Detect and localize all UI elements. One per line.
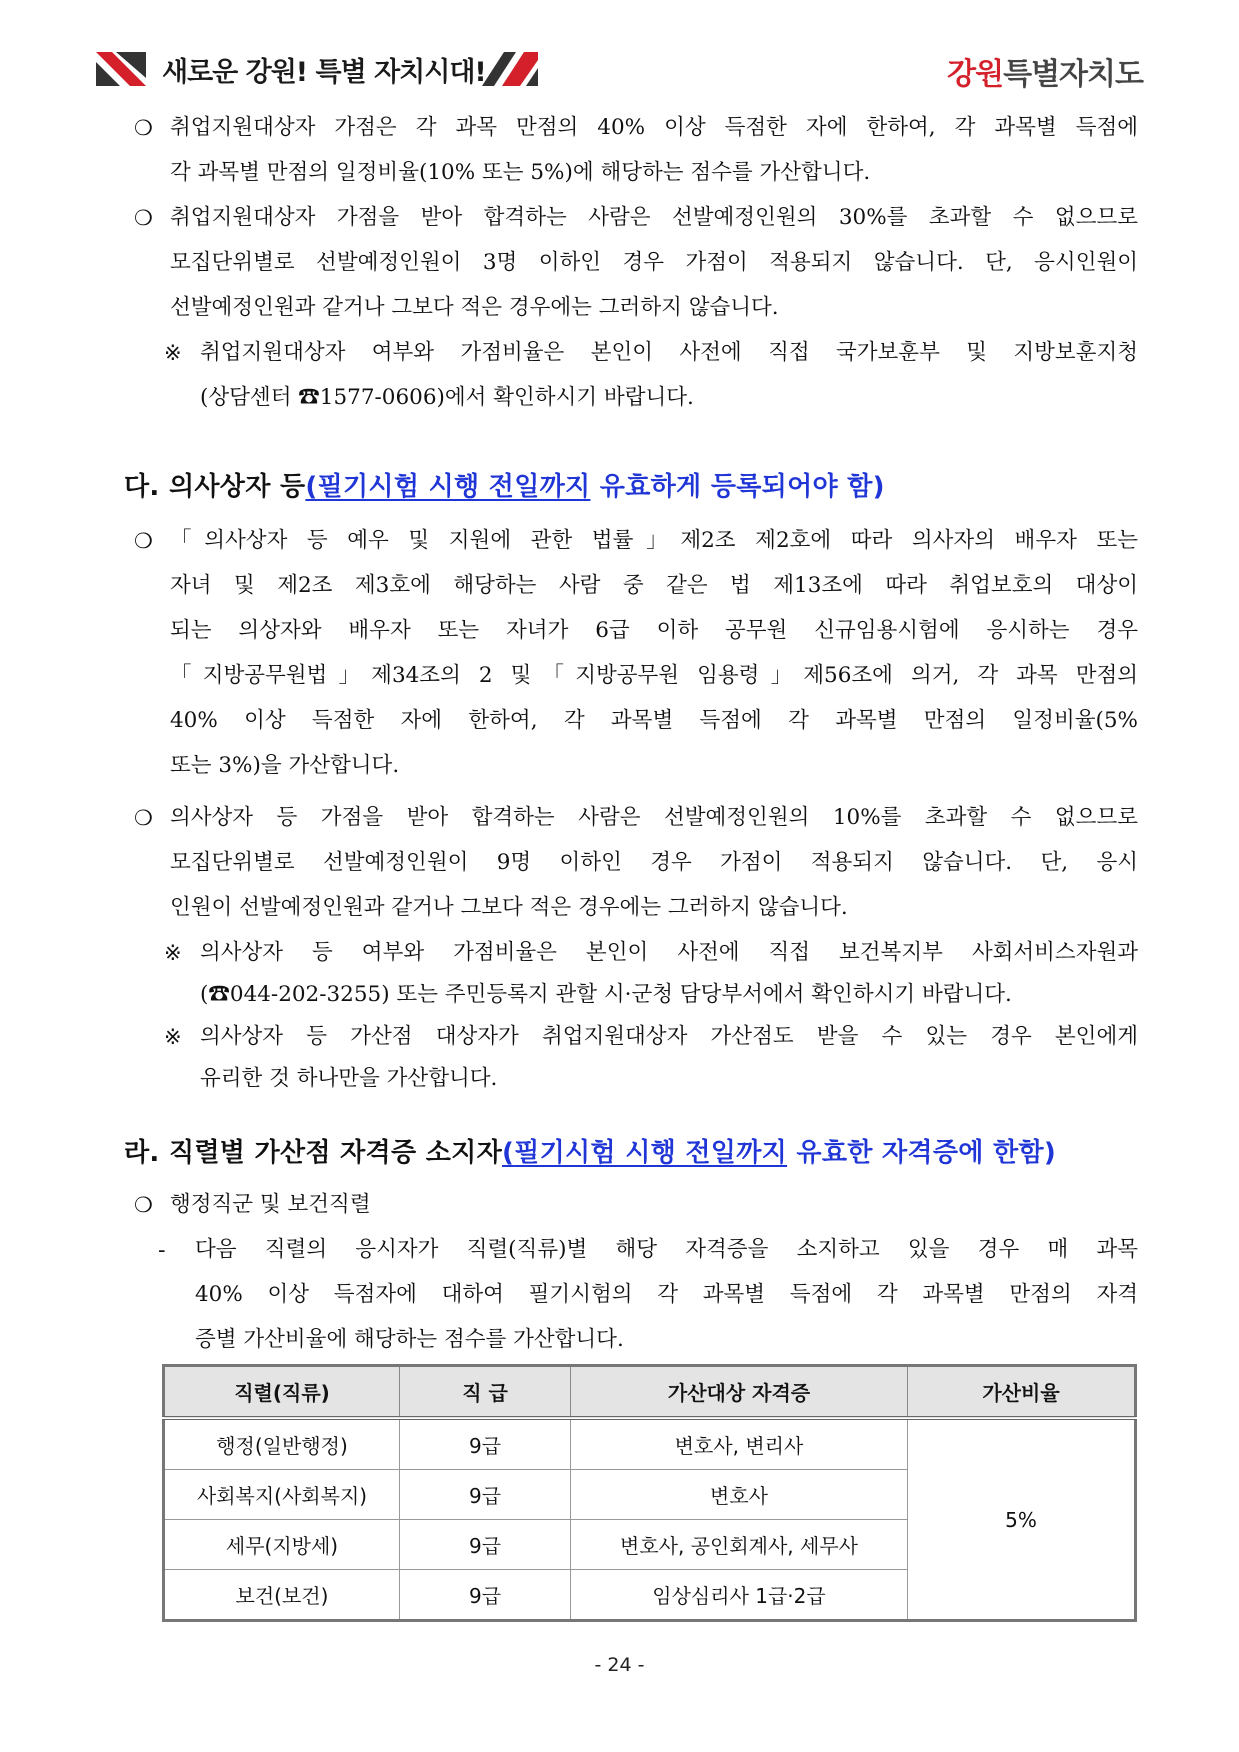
paragraph-line: 되는 의상자와 배우자 또는 자녀가 6급 이하 공무원 신규임용시험에 응시하는 경우	[170, 618, 1138, 643]
slash-logo-icon-right	[482, 52, 538, 86]
paragraph-line: 모집단위별로 선발예정인원이 9명 이하인 경우 가점이 적용되지 않습니다. 단, 응시	[170, 850, 1138, 875]
table-header-cell: 가산비율	[908, 1366, 1136, 1419]
table-header-cell: 직렬(직류)	[164, 1366, 400, 1419]
table-cell: 사회복지(사회복지)	[164, 1470, 400, 1520]
circle-bullet: ❍	[134, 1193, 153, 1217]
table-cell-rate: 5%	[908, 1418, 1136, 1621]
org-name-rest: 특별자치도	[1003, 57, 1143, 92]
section-heading-ra	[124, 1132, 1056, 1169]
note-line: 의사상자 등 가산점 대상자가 취업지원대상자 가산점도 받을 수 있는 경우 본인에게	[200, 1024, 1138, 1049]
note-line: 유리한 것 하나만을 가산합니다.	[200, 1066, 498, 1091]
heading-open-paren: (	[305, 472, 318, 502]
table-header-cell: 직 급	[400, 1366, 571, 1419]
table-cell: 행정(일반행정)	[164, 1418, 400, 1470]
heading-text: 다. 의사상자 등	[124, 472, 306, 502]
page-number: - 24 -	[594, 1654, 645, 1676]
table-cell: 세무(지방세)	[164, 1520, 400, 1570]
section-heading-da	[124, 466, 885, 503]
dash-marker: -	[158, 1238, 166, 1262]
heading-note	[502, 1138, 787, 1168]
page-header	[0, 0, 1239, 100]
note-line: 취업지원대상자 여부와 가점비율은 본인이 사전에 직접 국가보훈부 및 지방보훈지청	[200, 340, 1138, 365]
paragraph-line: 인원이 선발예정인원과 같거나 그보다 적은 경우에는 그러하지 않습니다.	[170, 895, 848, 920]
table-cell: 임상심리사 1급·2급	[571, 1570, 908, 1621]
heading-text: 라. 직렬별 가산점 자격증 소지자	[124, 1138, 502, 1168]
paragraph-line: 각 과목별 만점의 일정비율(10% 또는 5%)에 해당하는 점수를 가산합니다.	[170, 160, 871, 185]
table-cell: 변호사	[571, 1470, 908, 1520]
org-name	[947, 49, 1143, 93]
table-header-cell: 가산대상 자격증	[571, 1366, 908, 1419]
table-cell: 변호사, 공인회계사, 세무사	[571, 1520, 908, 1570]
note-marker: ※	[164, 941, 182, 965]
table-cell: 9급	[400, 1570, 571, 1621]
paragraph-line: 증별 가산비율에 해당하는 점수를 가산합니다.	[195, 1327, 624, 1352]
paragraph-line: 다음 직렬의 응시자가 직렬(직류)별 해당 자격증을 소지하고 있을 경우 매 과목	[195, 1237, 1138, 1262]
slash-logo-icon	[96, 52, 146, 86]
note-line: 의사상자 등 여부와 가점비율은 본인이 사전에 직접 보건복지부 사회서비스자원과	[200, 940, 1138, 965]
heading-note-underlined: 필기시험 시행 전일까지	[317, 472, 591, 502]
heading-note	[305, 472, 590, 502]
table-cell: 9급	[400, 1470, 571, 1520]
paragraph-line: 모집단위별로 선발예정인원이 3명 이하인 경우 가점이 적용되지 않습니다. 단, 응시인원이	[170, 250, 1138, 275]
paragraph-line: 40% 이상 득점한 자에 한하여, 각 과목별 득점에 각 과목별 만점의 일정비율(5%	[170, 708, 1138, 733]
heading-note-underlined: 필기시험 시행 전일까지	[514, 1138, 788, 1168]
note-line: (☎044-202-3255) 또는 주민등록지 관할 시·군청 담당부서에서 확인하시기 바랍니다.	[200, 982, 1012, 1007]
circle-bullet: ❍	[134, 206, 153, 230]
paragraph-line: 또는 3%)을 가산합니다.	[170, 753, 400, 778]
paragraph-line: 「의사상자 등 예우 및 지원에 관한 법률」제2조 제2호에 따라 의사자의 배우자 또는	[170, 528, 1138, 553]
table-header-row	[164, 1366, 1136, 1419]
paragraph-line: 선발예정인원과 같거나 그보다 적은 경우에는 그러하지 않습니다.	[170, 295, 779, 320]
circle-bullet: ❍	[134, 529, 153, 553]
note-marker: ※	[164, 341, 182, 365]
table-row	[164, 1418, 1136, 1470]
certificate-table	[162, 1364, 1137, 1622]
paragraph-line: 취업지원대상자 가점을 받아 합격하는 사람은 선발예정인원의 30%를 초과할 수 없으므로	[170, 205, 1138, 230]
circle-bullet: ❍	[134, 806, 153, 830]
note-line: (상담센터 ☎1577-0606)에서 확인하시기 바랍니다.	[200, 385, 694, 410]
org-name-highlight: 강원	[947, 57, 1004, 92]
table-cell: 변호사, 변리사	[571, 1418, 908, 1470]
paragraph-line: 행정직군 및 보건직렬	[170, 1192, 371, 1217]
header-slogan: 새로운 강원! 특별 자치시대!	[162, 57, 486, 88]
circle-bullet: ❍	[134, 116, 153, 140]
heading-note-rest: 유효한 자격증에 한함)	[787, 1138, 1057, 1168]
paragraph-line: 「지방공무원법」제34조의 2 및「지방공무원 임용령」제56조에 의거, 각 과목 만점의	[170, 663, 1138, 688]
paragraph-line: 자녀 및 제2조 제3호에 해당하는 사람 중 같은 법 제13조에 따라 취업보호의 대상이	[170, 573, 1138, 598]
table-cell: 9급	[400, 1520, 571, 1570]
paragraph-line: 취업지원대상자 가점은 각 과목 만점의 40% 이상 득점한 자에 한하여, 각 과목별 득점에	[170, 115, 1138, 140]
paragraph-line: 의사상자 등 가점을 받아 합격하는 사람은 선발예정인원의 10%를 초과할 수 없으므로	[170, 805, 1138, 830]
table-cell: 보건(보건)	[164, 1570, 400, 1621]
paragraph-line: 40% 이상 득점자에 대하여 필기시험의 각 과목별 득점에 각 과목별 만점의 자격	[195, 1282, 1138, 1307]
table-cell: 9급	[400, 1418, 571, 1470]
heading-note-rest: 유효하게 등록되어야 함)	[590, 472, 885, 502]
heading-open-paren: (	[502, 1138, 515, 1168]
note-marker: ※	[164, 1025, 182, 1049]
